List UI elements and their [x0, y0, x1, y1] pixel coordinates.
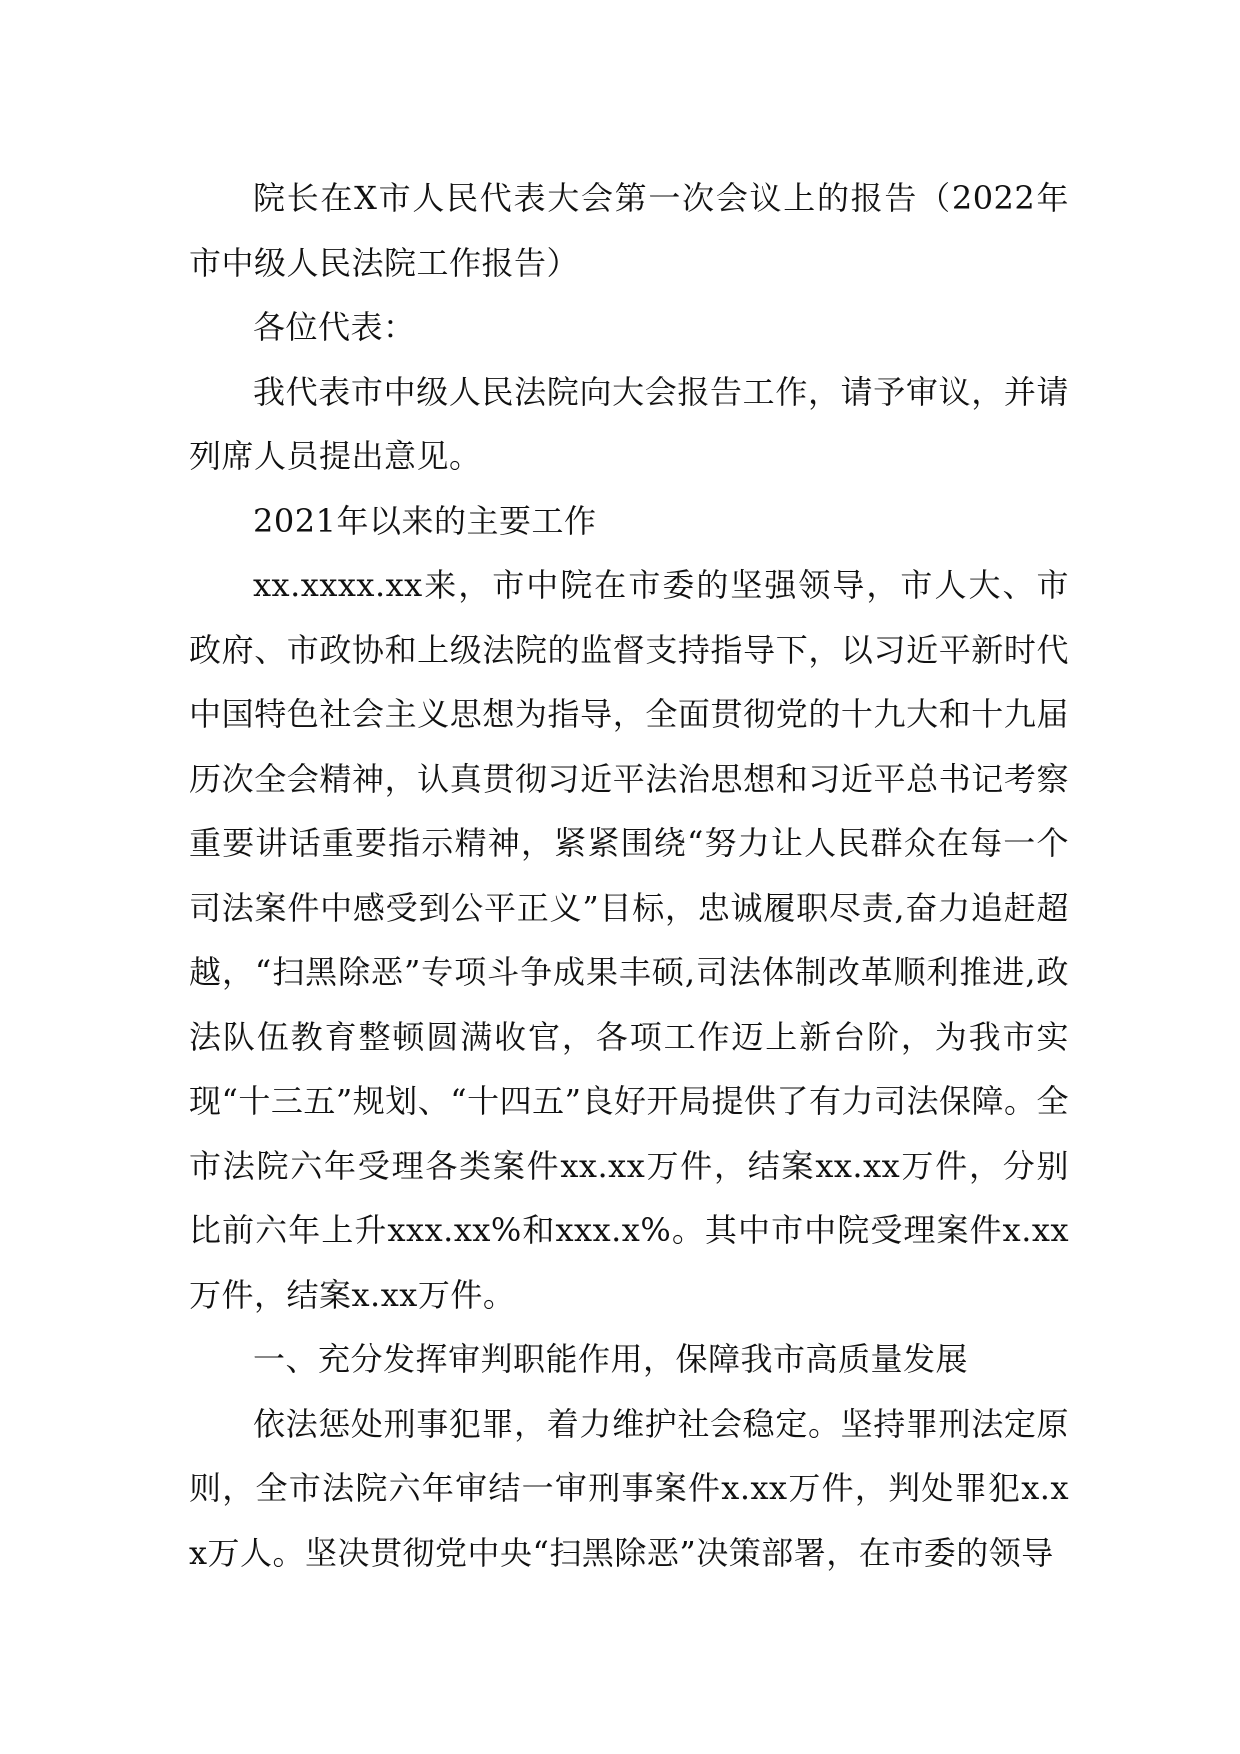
salutation: 各位代表：	[253, 308, 416, 346]
document-body	[189, 166, 1069, 1585]
paragraph-intro: 我代表市中级人民法院向大会报告工作，请予审议，并请列席人员提出意见。	[189, 372, 1069, 475]
paragraph-overview: xx.xxxx.xx来，市中院在市委的坚强领导，市人大、市政府、市政协和上级法院的监督支持指导下，以习近平新时代中国特色社会主义思想为指导，全面贯彻党的十九大和十九届历次全会精神，认真贯彻习近平法治思想和习近平总书记考察重要讲话重要指示精神，紧紧围绕“努力让人民群众在每一个司法案件中感受到公平正义”目标，忠诚履职尽责,奋力追赶超越，“扫黑除恶”专项斗争成果丰硕,司法体制改革顺利推进,政法队伍教育整顿圆满收官，各项工作迈上新台阶，为我市实现“十三五”规划、“十四五”良好开局提供了有力司法保障。全市法院六年受理各类案件xx.xx万件，结案xx.xx万件，分别比前六年上升xxx.xx%和xxx.x%。其中市中院受理案件x.xx万件，结案x.xx万件。	[189, 566, 1069, 1314]
section-heading-one: 一、充分发挥审判职能作用，保障我市高质量发展	[253, 1340, 969, 1378]
paragraph-criminal: 依法惩处刑事犯罪，着力维护社会稳定。坚持罪刑法定原则，全市法院六年审结一审刑事案件x.xx万件，判处罪犯x.xx万人。坚决贯彻党中央“扫黑除恶”决策部署，在市委的领导	[189, 1404, 1069, 1572]
section-heading-main-work: 2021年以来的主要工作	[253, 501, 597, 540]
document-title: 院长在X市人民代表大会第一次会议上的报告（2022年市中级人民法院工作报告）	[189, 179, 1069, 282]
